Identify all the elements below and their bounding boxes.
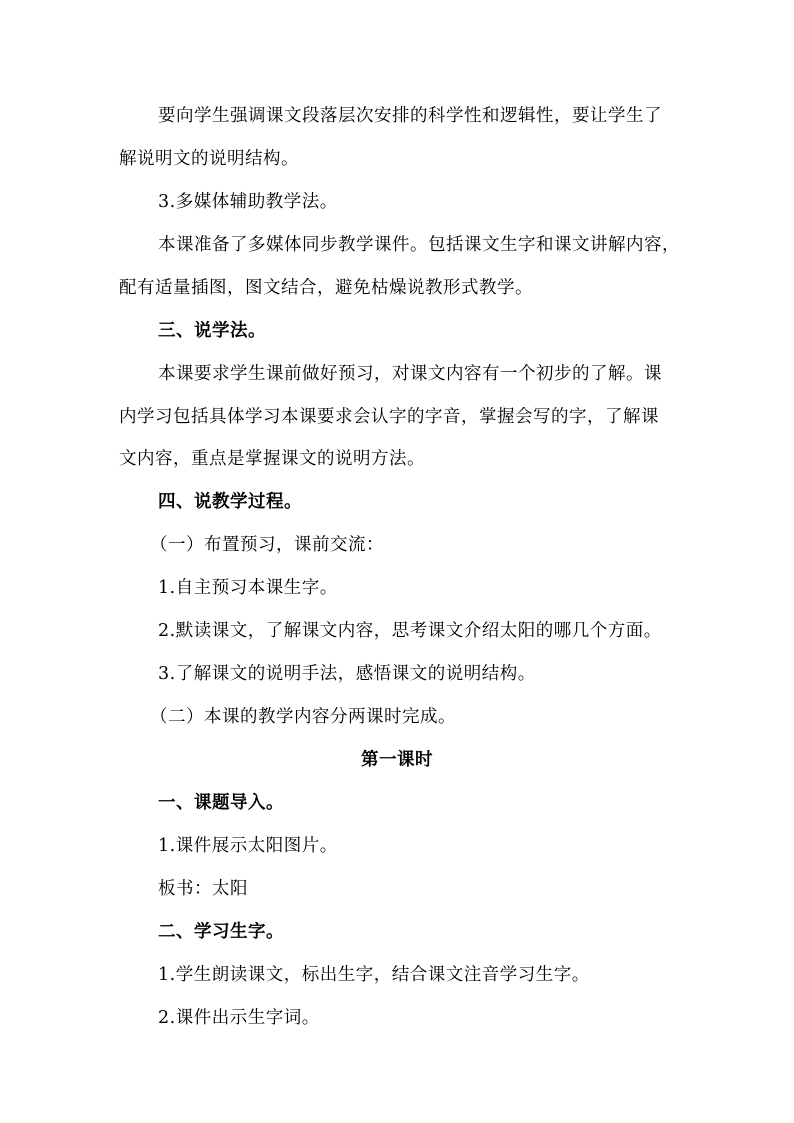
paragraph-line: （二）本课的教学内容分两课时完成。 — [150, 707, 456, 727]
paragraph-line: 配有适量插图，图文结合，避免枯燥说教形式教学。 — [119, 278, 533, 298]
paragraph-line: 要向学生强调课文段落层次安排的科学性和逻辑性，要让学生了 — [158, 106, 662, 126]
paragraph-line: （一）布置预习，课前交流： — [150, 535, 384, 555]
paragraph-line: 本课要求学生课前做好预习，对课文内容有一个初步的了解。课 — [158, 364, 662, 384]
section-heading: 一、课题导入。 — [158, 793, 284, 813]
paragraph-line: 本课准备了多媒体同步教学课件。包括课文生字和课文讲解内容， — [158, 235, 680, 255]
list-item: 2.课件出示生字词。 — [158, 1008, 320, 1028]
paragraph-line: 解说明文的说明结构。 — [119, 149, 299, 169]
list-item: 1.自主预习本课生字。 — [158, 578, 338, 598]
paragraph-line: 文内容，重点是掌握课文的说明方法。 — [119, 449, 425, 469]
list-item: 3.了解课文的说明手法，感悟课文的说明结构。 — [158, 664, 536, 684]
list-item: 1.学生朗读课文，标出生字，结合课文注音学习生字。 — [158, 965, 590, 985]
paragraph-line: 板书：太阳 — [158, 879, 248, 899]
lesson-title: 第一课时 — [361, 750, 433, 770]
list-item: 2.默读课文，了解课文内容，思考课文介绍太阳的哪几个方面。 — [158, 621, 662, 641]
section-heading: 四、说教学过程。 — [158, 492, 302, 512]
paragraph-line: 3.多媒体辅助教学法。 — [158, 192, 338, 212]
paragraph-line: 内学习包括具体学习本课要求会认字的字音，掌握会写的字，了解课 — [119, 407, 659, 427]
section-heading: 三、说学法。 — [158, 321, 266, 341]
section-heading: 二、学习生字。 — [158, 922, 284, 942]
list-item: 1.课件展示太阳图片。 — [158, 836, 338, 856]
